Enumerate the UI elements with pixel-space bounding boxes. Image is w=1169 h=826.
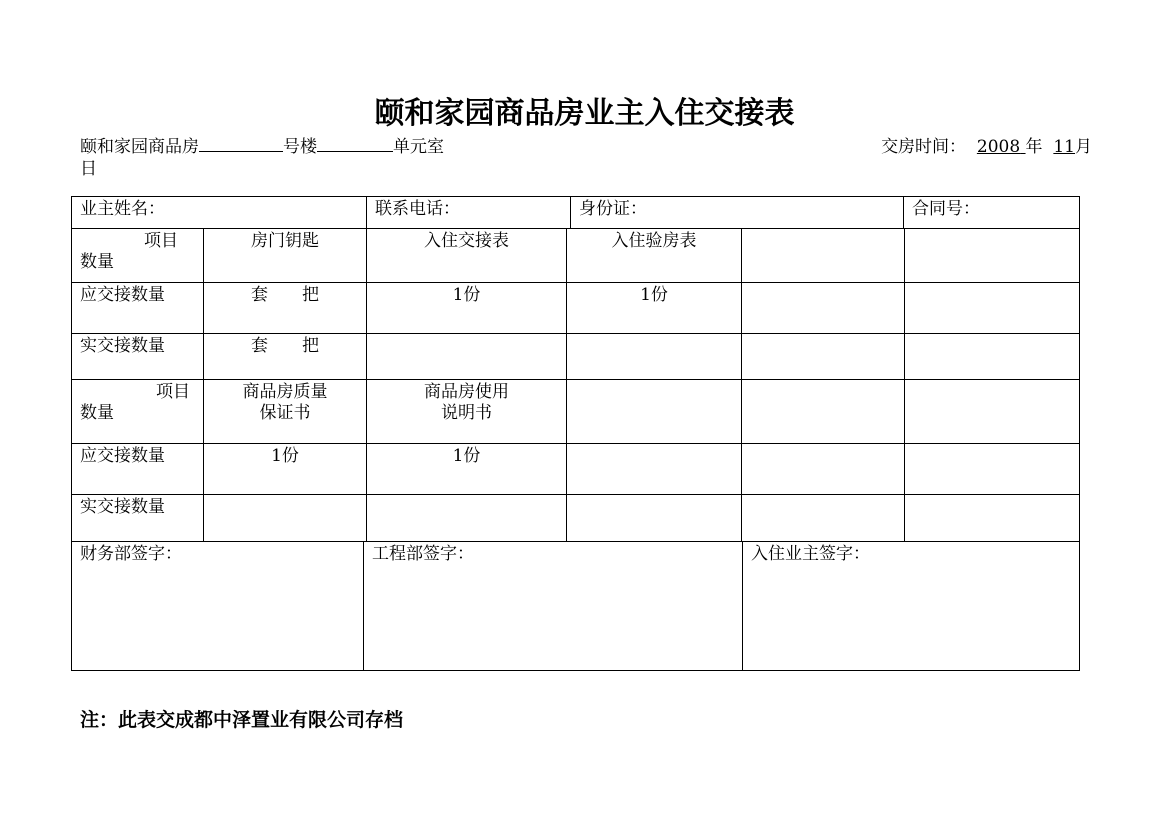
- finance-signature-label: 财务部签字：: [80, 544, 182, 564]
- col-inspection-form: 入住验房表: [611, 231, 697, 251]
- engineering-signature-label: 工程部签字：: [372, 544, 474, 564]
- contract-number-label: 合同号：: [912, 199, 980, 219]
- col-quality-warranty-line2: 保证书: [259, 403, 311, 423]
- finance-signature-box[interactable]: [72, 543, 363, 670]
- col-usage-manual-line1: 商品房使用: [424, 382, 509, 402]
- actual-door-key: 套 把: [251, 336, 319, 356]
- page-title: 颐和家园商品房业主入住交接表: [374, 96, 795, 131]
- engineering-signature-box[interactable]: [364, 543, 742, 670]
- archive-note: 注：此表交成都中泽置业有限公司存档: [80, 709, 404, 731]
- owner-signature-label: 入住业主签字：: [751, 544, 870, 564]
- required-qty-label-1: 应交接数量: [80, 285, 165, 305]
- qty-label-1: 数量: [80, 252, 114, 272]
- project-name: 颐和家园商品房: [80, 137, 199, 157]
- item-qty-header-2: [72, 381, 203, 443]
- required-door-key: 套 把: [251, 285, 319, 305]
- month-value: 11: [1053, 137, 1075, 157]
- qty-label-2: 数量: [80, 403, 114, 423]
- actual-qty-label-2: 实交接数量: [80, 497, 165, 517]
- handover-date: [881, 132, 1092, 157]
- actual-qty-label-1: 实交接数量: [80, 336, 165, 356]
- owner-id-label: 身份证：: [579, 199, 647, 219]
- item-qty-header-1: [72, 230, 203, 282]
- header-info: [80, 132, 1092, 157]
- required-qty-label-2: 应交接数量: [80, 446, 165, 466]
- year-value: 2008: [976, 137, 1021, 157]
- unit-suffix: 单元室: [393, 137, 444, 157]
- month-label: 月: [1075, 137, 1092, 157]
- col-door-key: 房门钥匙: [251, 231, 319, 251]
- required-handover-form: 1份: [452, 285, 481, 305]
- building-blank[interactable]: [199, 135, 283, 152]
- year-label: 年: [1025, 137, 1043, 157]
- building-suffix: 号楼: [283, 137, 317, 157]
- col-handover-form: 入住交接表: [424, 231, 509, 251]
- col-quality-warranty: [204, 381, 366, 425]
- required-quality-warranty: 1份: [271, 446, 299, 466]
- unit-blank[interactable]: [317, 135, 393, 152]
- required-inspection-form: 1份: [640, 285, 668, 305]
- item-label-1: 项目: [144, 231, 178, 251]
- handover-label: 交房时间：: [881, 137, 967, 157]
- owner-name-label: 业主姓名：: [80, 199, 165, 219]
- required-usage-manual: 1份: [452, 446, 481, 466]
- day-label: 日: [80, 159, 97, 179]
- owner-phone-label: 联系电话：: [375, 199, 460, 219]
- item-label-2: 项目: [156, 382, 190, 402]
- col-quality-warranty-line1: 商品房质量: [242, 382, 328, 402]
- owner-signature-box[interactable]: [743, 543, 1079, 670]
- col-usage-manual: [367, 381, 566, 425]
- address-line: [80, 132, 444, 157]
- col-usage-manual-line2: 说明书: [441, 403, 492, 423]
